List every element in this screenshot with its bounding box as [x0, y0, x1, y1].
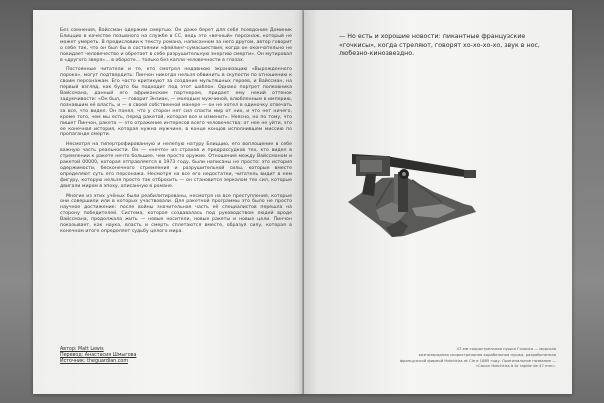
- article-credits: [60, 347, 136, 366]
- caption-line: французской фирмой Hotchkiss et Cie в 1885 году. Оригинальное название —: [399, 357, 556, 363]
- article-body: [60, 28, 292, 239]
- source-credit: Источник: theguardian.com: [60, 359, 128, 365]
- image-caption: [366, 346, 556, 369]
- author-credit: Автор: Matt Lewis: [60, 347, 104, 352]
- cannon-illustration: [346, 150, 486, 240]
- caption-line: казнозарядная скорострельная корабельная пушка, разработанная: [418, 351, 556, 357]
- caption-line: 47-мм скорострельная пушка Гочкиса — морская: [456, 346, 556, 351]
- article-paragraph: Многие из этих учёных были реабилитированы, несмотря на все преступления, которые они совершили или в которых участвовали. Для ракетной программы это было не просто научное достижение: после войны значительная часть её специалистов перешла на сторону победителей. Система, которая создавалась под руководством людей вроде Вайссмана, продолжала жить — новые носители, новые ракеты и новые цели. Пинчон показывает, как наука, власть и смерть сплетаются вместе, образуя силу, которая в конечном итоге определяет судьбу целого мира.: [60, 193, 292, 234]
- article-paragraph: Без сомнения, Вайссман одержим смертью. Он даже берет для себя псевдоним Доминик Блиццио в качестве позывного на службе в СС, ведь это «вечный» персонаж, который не может умереть. В предисловии к тексту романа, написанном за него другом, автор говорит о себе так, что он был бы в состоянии «фейлинг-сумасшествия, когда он окончательно не покидает человечество и обретает в себе разрушительную энергию смерти». Он мутировал в «другого зверя»… в обороте… только без капли человечности в глазах.: [60, 28, 292, 63]
- caption-line: «Canon Hotchkiss à tir rapide de 47 mm».: [475, 363, 556, 369]
- translator-credit: Перевод: Анастасия Шмыгова: [60, 353, 137, 359]
- left-page: [33, 10, 304, 394]
- right-page: [304, 10, 572, 394]
- article-paragraph: Несмотря на гипертрофированную и нелепую натуру Блиццио, его воплощение в себе важную часть реальности. Он — «нечто» из страхов и предрассудков тех, кто видел в стремлении к ракете нечто большее, чем просто оружие. Отношения между Вайссманом и ракетой 00000, которая отправляется в 1973 году, были написаны не просто: это история одержимости, бесконечного стремления и разрушительной силы, которые вместе определяют суть его персонажа. Несмотря на все его недостатки, читатель видит в нем фигуру, которую нельзя просто так отбросить — он становится зеркалом тех сил, которые двигали миром в эпоху, описанную в романе.: [60, 142, 292, 189]
- article-paragraph: Постоянные читатели и те, кто смотрел недавнюю экранизацию «Вырожденного порока», могут подтвердить: Пинчон никогда нельзя обвинить в скупости по отношению к своим персонажам. Его часто критикуют за создание мультяшных героев, и Вайссман, на первый взгляд, как будто бы подходит под этот шаблон. Однако портрет полковника Вайссмана, данный его африканским партнером, придает ему некий оттенок задумчивости: «Он был, — говорит Энзиан, — молодым мужчиной, влюбленным в империю, познавшим её власть, и — в своей собственной манере — он не хотел в одиночку отвечать за все, что видел. Он понял, что у сторон нет сил спасти мир от них, и что нет ничего, кроме того, чем мы есть, перед ракетой, которая все и изменит». Неясно, но по тому, что пишет Пинчон, ракета — это отражение интересов всего человечества: от нее не уйти, это ее конечная история, которая нужна мужчине, в конце концов исполнившем миссию по пропаганде смерти.: [60, 67, 292, 138]
- pull-quote: — Но есть и хорошие новости: пикантные французские «гочкисы», когда стреляют, говорят хо-хо-хо-хо, звук в нос, любезно-кинозвездно.: [339, 33, 540, 58]
